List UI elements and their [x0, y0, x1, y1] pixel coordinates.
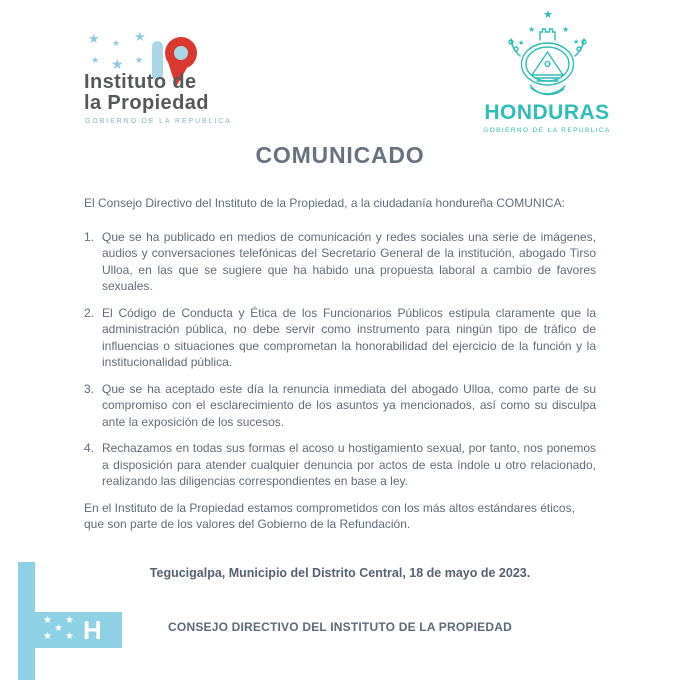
item-text: Rechazamos en todas sus formas el acoso u hostigamiento sexual, por tanto, nos ponemos a disposición para atender cualquier denuncia por actos de esta índole u otro relacionado, realizando las diligencias correspondientes en base a ley. [102, 441, 596, 488]
star-icon: ★ [135, 55, 144, 65]
ip-logo [84, 26, 264, 136]
flag-star-icon: ★ [65, 631, 74, 642]
star-icon: ★ [91, 55, 100, 65]
honduras-logo [480, 6, 614, 142]
honduras-logo-title: HONDURAS [484, 101, 610, 124]
list-item [84, 440, 596, 490]
ip-logo-name-line2: la Propiedad [84, 92, 209, 114]
item-text: Que se ha publicado en medios de comunicación y redes sociales una serie de imágenes, audios y conversaciones telefónicas del Secretario General de la institución, abogado Tirso Ulloa, en las que se sugiere que ha habido una propuesta laboral a cambio de favores sexuales. [102, 229, 596, 293]
closing-paragraph: En el Instituto de la Propiedad estamos comprometidos con los más altos estándares éticos, que son parte de los valores del Gobierno de la Refundación. [84, 500, 575, 531]
star-icon: ★ [88, 31, 100, 46]
item-number: 4. [84, 441, 95, 455]
ip-logo-name-line1: Instituto de [84, 71, 197, 93]
item-number: 2. [84, 305, 95, 320]
page-title: COMUNICADO [255, 142, 425, 168]
svg-text:★: ★ [528, 25, 536, 34]
ip-logo-name [84, 72, 209, 114]
document-content [84, 142, 596, 580]
ip-logo-subtitle: GOBIERNO DE LA REPÚBLICA [85, 118, 232, 125]
item-text: El Código de Conducta y Ética de los Funcionarios Públicos estipula claramente que la administración pública, no debe servir como instrumento para ningún tipo de tráfico de influencias o situaciones que comprometan la honorabilidad del ejercicio de la función y la institucionalidad pública. [102, 305, 596, 369]
flag-star-icon: ★ [54, 623, 63, 634]
flag-star-icon: ★ [43, 631, 52, 642]
list-item [84, 305, 596, 371]
intro-paragraph: El Consejo Directivo del Instituto de la Propiedad, a la ciudadanía hondureña COMUNICA: [84, 196, 565, 210]
flag-star-icon: ★ [43, 615, 52, 626]
svg-text:★: ★ [543, 8, 553, 21]
signature-line: CONSEJO DIRECTIVO DEL INSTITUTO DE LA PROPIEDAD [168, 620, 512, 634]
svg-text:★: ★ [518, 39, 525, 47]
item-number: 1. [84, 229, 95, 244]
honduras-logo-subtitle: GOBIERNO DE LA REPÚBLICA [483, 127, 611, 134]
flag-h-letter: H [83, 615, 102, 645]
item-number: 3. [84, 381, 95, 396]
item-text: Que se ha aceptado este día la renuncia inmediata del abogado Ulloa, como parte de su compromiso con el esclarecimiento de los asuntos ya mencionados, así como su disculpa ante la exposición de los sucesos. [102, 381, 596, 429]
svg-text:★: ★ [573, 38, 580, 46]
communique-list [84, 229, 596, 490]
star-icon: ★ [112, 38, 121, 48]
flag-star-icon: ★ [65, 615, 74, 626]
star-icon: ★ [111, 56, 124, 72]
list-item [84, 229, 596, 295]
coat-of-arms-icon [487, 6, 607, 104]
list-item [84, 381, 596, 431]
svg-text:★: ★ [562, 25, 570, 34]
star-icon: ★ [134, 29, 146, 44]
dateline: Tegucigalpa, Municipio del Distrito Central, 18 de mayo de 2023. [149, 565, 531, 580]
